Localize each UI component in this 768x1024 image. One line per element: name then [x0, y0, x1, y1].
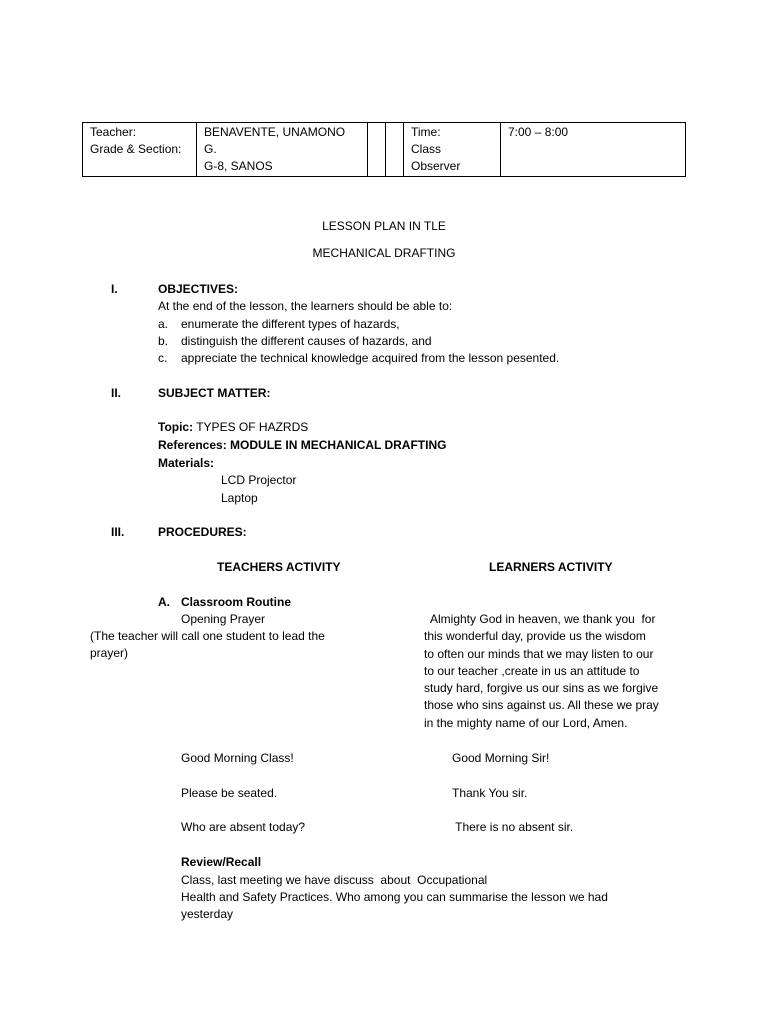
objectives-intro: At the end of the lesson, the learners should be able to:	[158, 299, 453, 313]
time-labels-cell	[404, 123, 501, 177]
opening-prayer-label: Opening Prayer	[181, 612, 266, 626]
procedures-heading: PROCEDURES:	[158, 525, 247, 539]
material-item: Laptop	[221, 491, 258, 505]
time-value-cell	[501, 123, 686, 177]
review-line: Health and Safety Practices. Who among you can summarise the lesson we had	[181, 890, 608, 904]
teacher-note-line: prayer)	[90, 646, 129, 660]
prayer-line: study hard, forgive us our sins as we forgive	[424, 681, 659, 695]
header-empty-cell	[386, 123, 404, 177]
review-line: Class, last meeting we have discuss about Occupational	[181, 873, 488, 887]
procedures-number: III.	[111, 525, 125, 539]
objective-item: appreciate the technical knowledge acquired from the lesson pesented.	[181, 351, 560, 365]
teacher-line: Please be seated.	[181, 786, 278, 800]
header-table	[82, 122, 686, 177]
prayer-line: those who sins against us. All these we pray	[424, 698, 659, 712]
teachers-activity-heading: TEACHERS ACTIVITY	[217, 560, 341, 574]
objective-item: distinguish the different causes of hazards, and	[181, 334, 432, 348]
learners-activity-heading: LEARNERS ACTIVITY	[489, 560, 613, 574]
topic-line	[158, 419, 308, 436]
prayer-line: to our teacher ,create in us an attitude to	[424, 664, 640, 678]
teacher-line: Who are absent today?	[181, 820, 306, 834]
materials-label: Materials:	[158, 456, 215, 470]
review-heading: Review/Recall	[181, 855, 262, 869]
prayer-line: this wonderful day, provide us the wisdom	[424, 629, 646, 643]
subject-number: II.	[111, 386, 122, 400]
teacher-note-line: (The teacher will call one student to lead the	[90, 629, 325, 643]
learner-line: There is no absent sir.	[452, 820, 574, 834]
topic-label: Topic:	[158, 420, 194, 434]
grade-section-value: G-8, SANOS	[204, 159, 273, 173]
objective-letter: c.	[158, 351, 168, 365]
time-label: Time:	[411, 125, 441, 139]
header-row	[83, 123, 686, 177]
material-item: LCD Projector	[221, 473, 297, 487]
teacher-line: Good Morning Class!	[181, 751, 294, 765]
routine-letter: A.	[158, 595, 170, 609]
header-empty-cell	[368, 123, 386, 177]
review-line: yesterday	[181, 907, 234, 921]
grade-section-label: Grade & Section:	[90, 142, 182, 156]
document-title: LESSON PLAN IN TLE	[322, 219, 446, 233]
objective-letter: a.	[158, 317, 169, 331]
routine-heading: Classroom Routine	[181, 595, 292, 609]
learner-line: Good Morning Sir!	[452, 751, 550, 765]
teacher-label: Teacher:	[90, 125, 137, 139]
class-observer-label: Class Observer	[411, 142, 461, 173]
subject-heading: SUBJECT MATTER:	[158, 386, 271, 400]
header-labels-cell	[83, 123, 197, 177]
time-value: 7:00 – 8:00	[508, 125, 569, 139]
objectives-number: I.	[111, 282, 118, 296]
prayer-line: to often our minds that we may listen to our	[424, 647, 654, 661]
objective-item: enumerate the different types of hazards,	[181, 317, 400, 331]
teacher-name: BENAVENTE, UNAMONO G.	[204, 125, 346, 156]
objective-letter: b.	[158, 334, 169, 348]
objectives-heading: OBJECTIVES:	[158, 282, 239, 296]
header-values-cell	[197, 123, 368, 177]
prayer-line: in the mighty name of our Lord, Amen.	[424, 716, 628, 730]
document-subtitle: MECHANICAL DRAFTING	[312, 246, 456, 260]
topic-value: TYPES OF HAZRDS	[193, 420, 309, 434]
learner-line: Thank You sir.	[452, 786, 528, 800]
prayer-line: Almighty God in heaven, we thank you for	[424, 612, 656, 626]
references-line: References: MODULE IN MECHANICAL DRAFTING	[158, 438, 447, 452]
